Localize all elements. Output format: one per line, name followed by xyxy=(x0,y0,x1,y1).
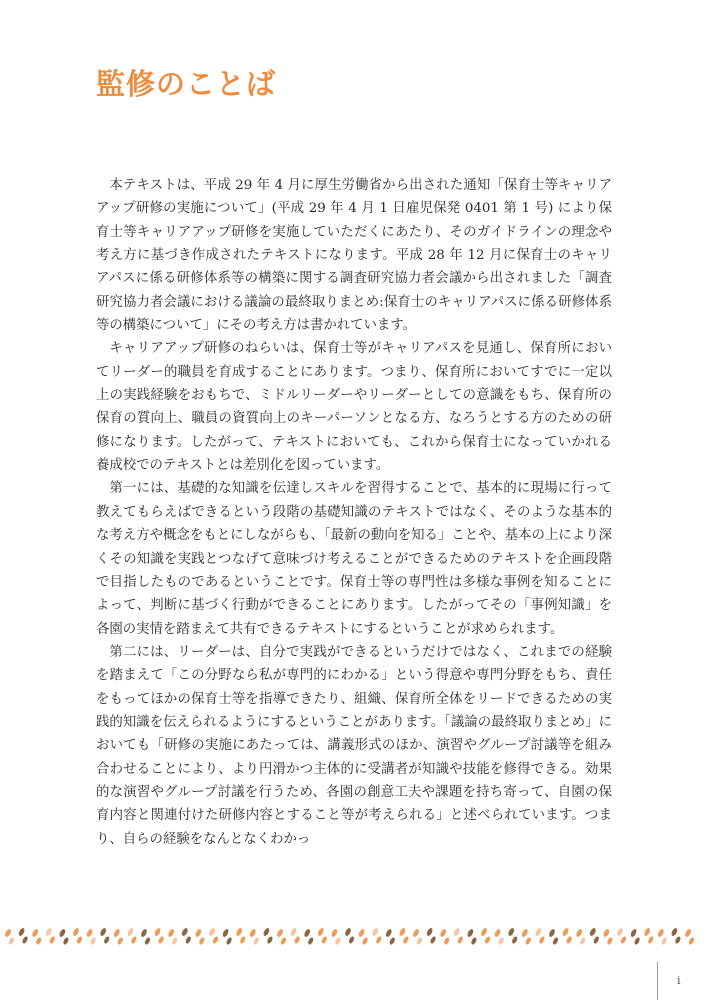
leaf-icon xyxy=(140,928,151,945)
leaf-icon xyxy=(426,927,437,944)
leaf-icon xyxy=(194,928,205,945)
leaf-icon xyxy=(167,928,178,945)
leaf-icon xyxy=(453,927,464,944)
leaf-icon xyxy=(643,927,654,944)
leaf-icon xyxy=(154,927,165,944)
paragraph: 第一には、基礎的な知識を伝達しスキルを習得することで、基本的に現場に行って教えてもらえばできるという段階の基礎知識のテキストではなく、そのような基本的な考え方や概念をもとにしながらも、「最新の動向を知る」ことや、基本の上により深くその知識を実践とつなげて意味づけ考えることができるためのテキストを企画段階で目指したものであるということです。保育士等の専門性は多様な事例を知ることによって、判断に基づく行動ができることにあります。したがってその「事例知識」を各園の実情を踏まえて共有できるテキストにするということが求められます。 xyxy=(96,481,612,637)
leaf-icon xyxy=(4,928,15,945)
leaf-icon xyxy=(249,928,260,945)
body-text xyxy=(96,174,612,851)
leaf-icon xyxy=(235,927,246,944)
leaf-icon xyxy=(358,928,369,945)
leaf-icon xyxy=(670,927,681,944)
page-number-rule xyxy=(657,962,658,1000)
leaf-icon xyxy=(589,927,600,944)
leaf-icon xyxy=(521,928,532,945)
leaf-icon xyxy=(602,928,613,945)
leaf-icon xyxy=(262,927,273,944)
leaf-icon xyxy=(72,927,83,944)
leaf-icon xyxy=(58,928,69,945)
page-number: i xyxy=(677,974,681,987)
leaf-icon xyxy=(371,927,382,944)
leaf-icon xyxy=(31,928,42,945)
leaf-icon xyxy=(439,928,450,945)
leaf-icon xyxy=(575,928,586,945)
leaf-icon xyxy=(86,928,97,945)
leaf-icon xyxy=(290,927,301,944)
page-title: 監修のことば xyxy=(96,67,277,101)
leaf-icon xyxy=(466,928,477,945)
leaf-icon xyxy=(344,927,355,944)
leaf-icon xyxy=(684,928,695,945)
leaf-icon xyxy=(548,928,559,945)
paragraph: キャリアアップ研修のねらいは、保育士等がキャリアパスを見通し、保育所においてリーダー的職員を育成することにあります。つまり、保育所においてすでに一定以上の実践経験をおもちで、ミドルリーダーやリーダーとしての意識をもち、保育所の保育の質向上、職員の資質向上のキーパーソンとなる方、なろうとする方のための研修になります。したがって、テキストにおいても、これから保育士になっていかれる養成校でのテキストとは差別化を図っています。 xyxy=(96,341,612,474)
leaf-icon xyxy=(317,927,328,944)
leaf-icon xyxy=(630,928,641,945)
leaf-icon xyxy=(45,927,56,944)
leaf-icon xyxy=(181,927,192,944)
paragraph: 第二には、リーダーは、自分で実践ができるというだけではなく、これまでの経験を踏まえて「この分野なら私が専門的にわかる」という得意や専門分野をもち、責任をもってほかの保育士等を指導できたり、組織、保育所全体をリードできるための実践的知識を伝えられるようにするということがあります。「議論の最終取りまとめ」においても「研修の実施にあたっては、講義形式のほか、演習やグループ討議等を組み合わせることにより、より円滑かつ主体的に受講者が知識や技能を修得できる。効果的な演習やグループ討議を行うため、各園の創意工夫や課題を持ち寄って、自園の保育内容と関連付けた研修内容とすること等が考えられる」と述べられています。つまり、自らの経験をなんとなくわかっ xyxy=(96,644,612,847)
leaf-icon xyxy=(99,927,110,944)
leaf-icon xyxy=(385,928,396,945)
leaf-icon xyxy=(303,928,314,945)
leaf-icon xyxy=(657,928,668,945)
leaf-icon xyxy=(398,927,409,944)
leaf-icon xyxy=(276,928,287,945)
leaf-icon xyxy=(562,927,573,944)
leaf-icon xyxy=(208,927,219,944)
paragraph: 本テキストは、平成 29 年 4 月に厚生労働省から出された通知「保育士等キャリアアップ研修の実施について」(平成 29 年 4 月 1 日雇児保発 0401 第 1 号) により保育士等キャリアアップ研修を実施していただくにあたり、そのガイドラインの理念や考え方に基づき作成されたテキストになります。平成 28 年 12 月に保育士のキャリアパスに係る研修体系等の構築に関する調査研究協力者会議から出されました「調査研究協力者会議における議論の最終取りまとめ:保育士のキャリアパスに係る研修体系等の構築について」にその考え方は書かれています。 xyxy=(96,178,612,334)
leaf-icon xyxy=(113,928,124,945)
leaf-icon xyxy=(494,928,505,945)
leaf-icon xyxy=(330,928,341,945)
leaf-icon xyxy=(534,927,545,944)
leaf-icon xyxy=(480,927,491,944)
leaf-icon xyxy=(412,928,423,945)
leaf-icon xyxy=(126,927,137,944)
leaf-border-decoration xyxy=(0,926,707,948)
leaf-icon xyxy=(18,927,29,944)
leaf-icon xyxy=(507,927,518,944)
leaf-icon xyxy=(616,927,627,944)
leaf-icon xyxy=(222,928,233,945)
